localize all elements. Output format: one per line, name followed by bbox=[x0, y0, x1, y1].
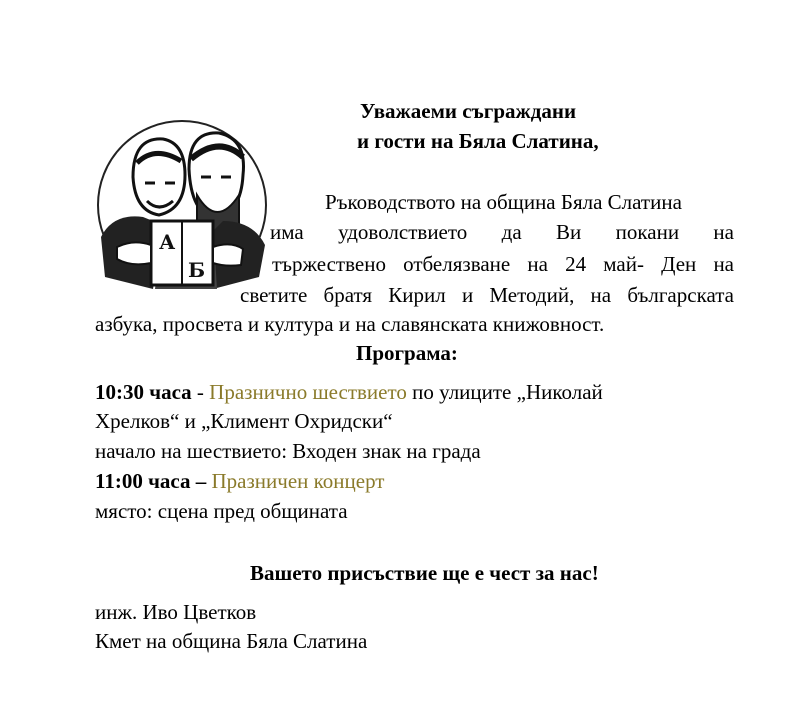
event-1-place: начало на шествието: Входен знак на града bbox=[95, 439, 481, 463]
event-2-separator: – bbox=[190, 469, 212, 493]
letter-b: Б bbox=[188, 258, 206, 282]
event-1-details-1: по улиците „Николай bbox=[406, 380, 603, 404]
event-1-details-2: Хрелков“ и „Климент Охридски“ bbox=[95, 409, 393, 433]
intro-line-1: Ръководството на община Бяла Слатина bbox=[325, 190, 682, 214]
closing-statement: Вашето присъствие ще е чест за нас! bbox=[250, 561, 599, 585]
intro-line-5: азбука, просвета и култура и на славянската книжовност. bbox=[95, 312, 605, 336]
event-2-line-1 bbox=[95, 469, 384, 493]
intro-line-3: тържествено отбелязване на 24 май- Ден на bbox=[272, 252, 734, 276]
event-2-title: Празничен концерт bbox=[211, 469, 385, 493]
event-2-place: място: сцена пред общината bbox=[95, 499, 348, 523]
greeting-line-2: и гости на Бяла Слатина, bbox=[357, 129, 599, 153]
event-1-time: 10:30 часа bbox=[95, 380, 192, 404]
signature-name: инж. Иво Цветков bbox=[95, 600, 257, 624]
signature-position: Кмет на община Бяла Слатина bbox=[95, 629, 368, 653]
intro-line-4: светите братя Кирил и Методий, на българската bbox=[240, 283, 734, 307]
event-2-time: 11:00 часа bbox=[95, 469, 191, 493]
event-1-title: Празнично шествието bbox=[209, 380, 407, 404]
saints-cyril-methodius-icon bbox=[93, 117, 271, 289]
event-1-separator: - bbox=[191, 380, 210, 404]
intro-line-2: има удоволствието да Ви покани на bbox=[270, 220, 734, 244]
program-heading: Програма: bbox=[356, 341, 458, 365]
letter-a: А bbox=[159, 230, 176, 254]
event-1-line-1 bbox=[95, 380, 603, 404]
greeting-line-1: Уважаеми съграждани bbox=[360, 99, 577, 123]
